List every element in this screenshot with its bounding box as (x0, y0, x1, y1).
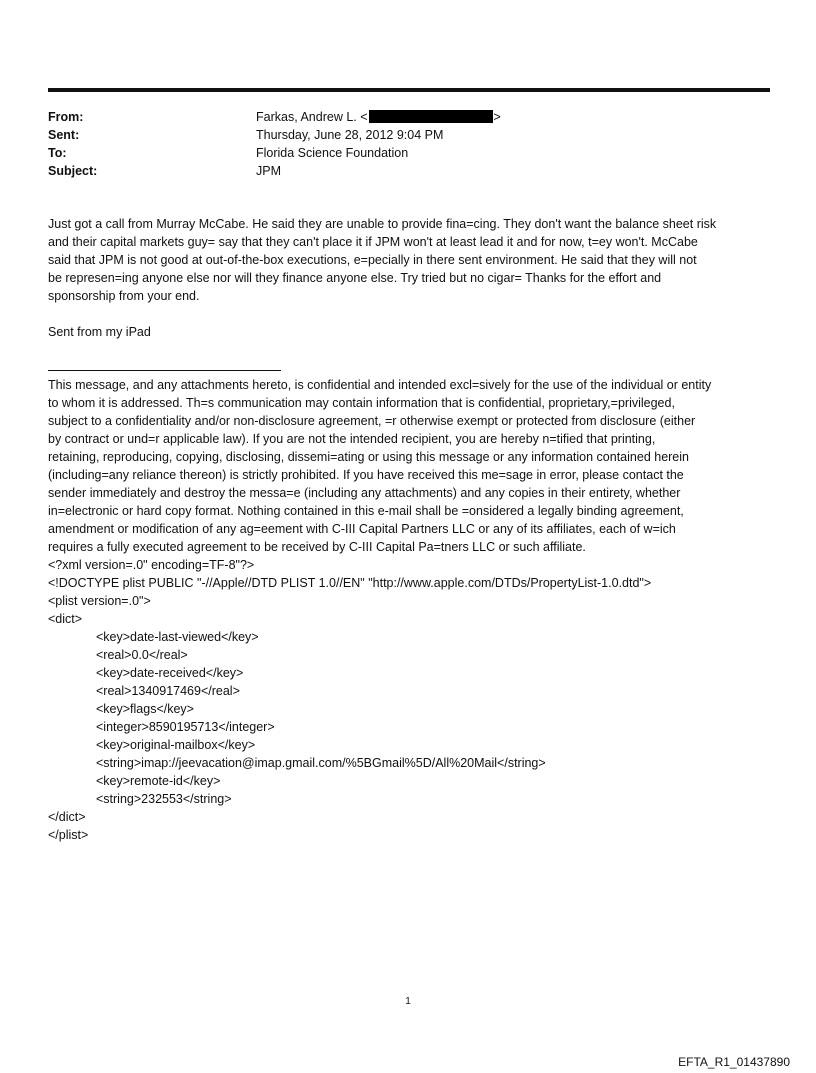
to-row (48, 144, 770, 162)
disclaimer-line: requires a fully executed agreement to be received by C-III Capital Pa=tners LLC or such affiliate. (48, 540, 586, 554)
plist-line: <?xml version=.0" encoding=TF-8"?> (48, 558, 255, 572)
subject-value: JPM (256, 164, 281, 178)
disclaimer-line: to whom it is addressed. Th=s communication may contain information that is confidential, proprietary,=privileged, (48, 396, 675, 410)
from-value (256, 108, 770, 126)
plist-line: </plist> (48, 828, 89, 842)
disclaimer-line: by contract or und=r applicable law). If you are not the intended recipient, you are hereby n=tified that printing, (48, 432, 656, 446)
plist-line: <key>date-last-viewed</key> (96, 630, 259, 644)
plist-line: <key>original-mailbox</key> (96, 738, 256, 752)
from-name: Farkas, Andrew L. < (256, 110, 368, 124)
to-label: To: (48, 146, 67, 160)
plist-line: <key>date-received</key> (96, 666, 244, 680)
from-row (48, 108, 770, 126)
from-label: From: (48, 110, 84, 124)
plist-line: <dict> (48, 612, 83, 626)
plist-line: <!DOCTYPE plist PUBLIC "-//Apple//DTD PLIST 1.0//EN" "http://www.apple.com/DTDs/PropertyList-1.0.dtd"> (48, 576, 652, 590)
signature-rule (48, 370, 281, 371)
email-header (48, 108, 770, 180)
body-line: and their capital markets guy= say that they can't place it if JPM won't at least lead it and for now, t=ey won't. McCabe (48, 235, 698, 249)
body-line: Just got a call from Murray McCabe. He said they are unable to provide fina=cing. They don't want the balance sheet risk (48, 217, 717, 231)
from-close-bracket: > (493, 110, 501, 124)
plist-line: </dict> (48, 810, 86, 824)
body-line: sponsorship from your end. (48, 289, 200, 303)
sent-row (48, 126, 770, 144)
redaction-box (369, 110, 493, 123)
disclaimer-line: sender immediately and destroy the messa=e (including any attachments) and any copies in their entirety, whether (48, 486, 681, 500)
plist-line: <string>232553</string> (96, 792, 232, 806)
plist-line: <plist version=.0"> (48, 594, 151, 608)
subject-row (48, 162, 770, 180)
disclaimer-line: This message, and any attachments hereto, is confidential and intended excl=sively for the use of the individual or entity (48, 378, 712, 392)
disclaimer-line: subject to a confidentiality and/or non-disclosure agreement, =r otherwise exempt or protected from disclosure (either (48, 414, 696, 428)
disclaimer-line: (including=any reliance thereon) is strictly prohibited. If you have received this me=sage in error, please contact the (48, 468, 684, 482)
plist-line: <integer>8590195713</integer> (96, 720, 275, 734)
plist-line: <key>flags</key> (96, 702, 194, 716)
plist-line: <string>imap://jeevacation@imap.gmail.com/%5BGmail%5D/All%20Mail</string> (96, 756, 546, 770)
disclaimer-line: amendment or modification of any ag=eement with C-III Capital Partners LLC or any of its affiliates, each of w=ich (48, 522, 676, 536)
plist-line: <key>remote-id</key> (96, 774, 221, 788)
plist-line: <real>1340917469</real> (96, 684, 240, 698)
body-line: be represen=ing anyone else nor will they finance anyone else. Try tried but no cigar= Thanks for the effort and (48, 271, 662, 285)
to-value: Florida Science Foundation (256, 146, 409, 160)
body-line: said that JPM is not good at out-of-the-box executions, e=pecially in there sent environment. He said that they will not (48, 253, 697, 267)
page-number: 1 (405, 996, 411, 1007)
plist-line: <real>0.0</real> (96, 648, 188, 662)
subject-label: Subject: (48, 164, 98, 178)
bates-number: EFTA_R1_01437890 (678, 1055, 790, 1069)
header-top-rule (48, 88, 770, 92)
email-body (48, 215, 776, 305)
confidentiality-disclaimer (48, 376, 776, 844)
disclaimer-line: retaining, reproducing, copying, disclosing, dissemi=ating or using this message or any information contained herein (48, 450, 689, 464)
disclaimer-line: in=electronic or hard copy format. Nothing contained in this e-mail shall be =onsidered a legally binding agreement, (48, 504, 684, 518)
sent-value: Thursday, June 28, 2012 9:04 PM (256, 128, 444, 142)
sent-label: Sent: (48, 128, 80, 142)
email-signature: Sent from my iPad (48, 325, 151, 339)
